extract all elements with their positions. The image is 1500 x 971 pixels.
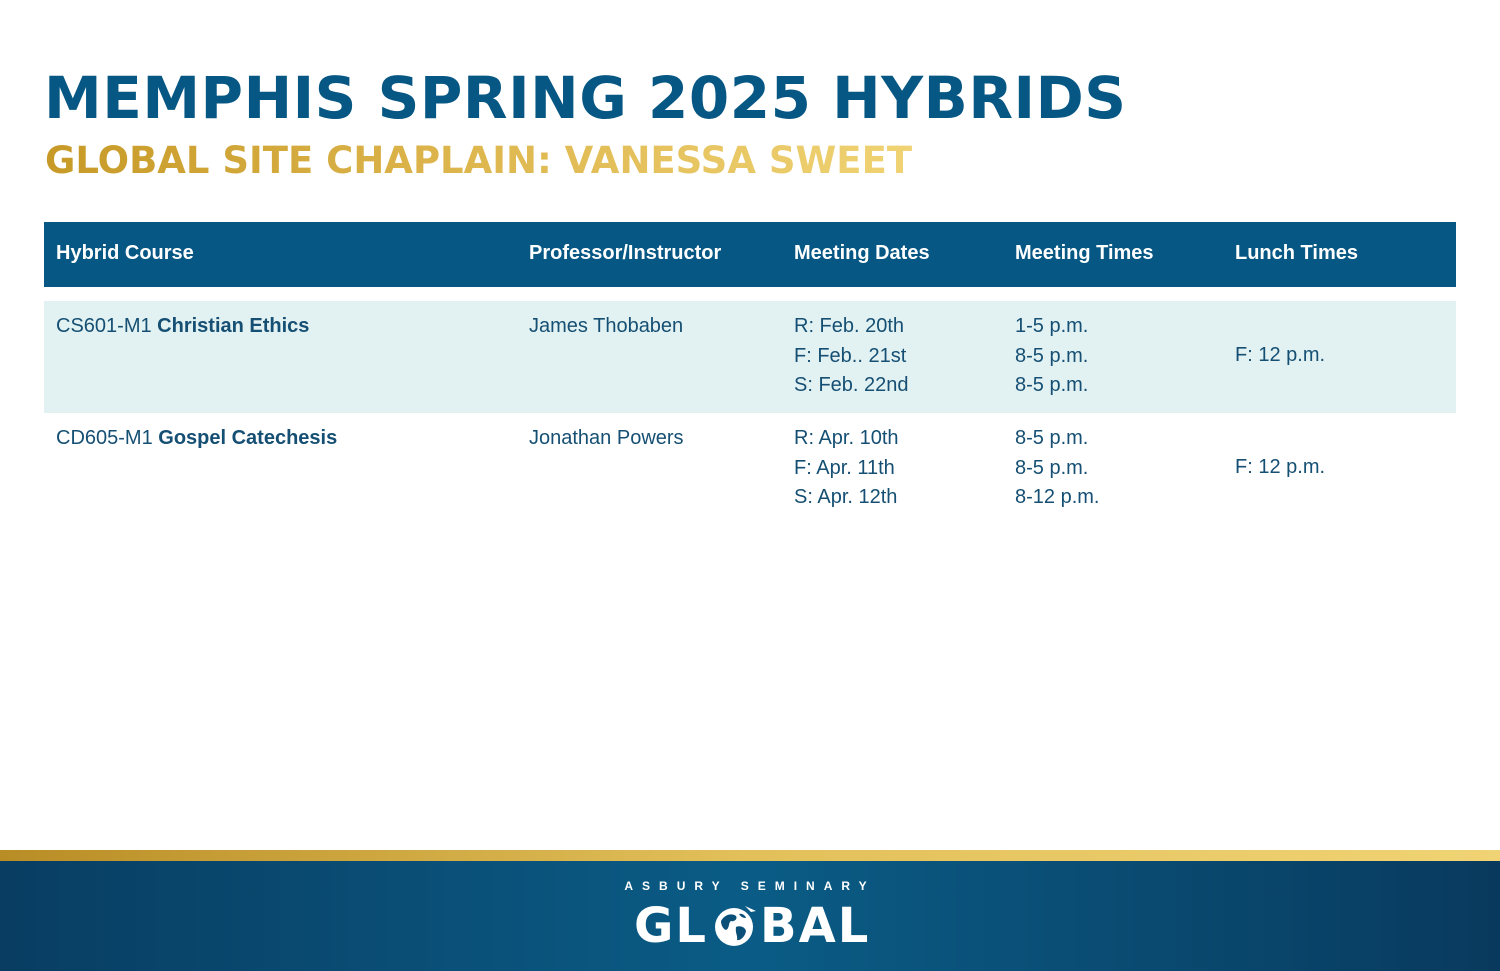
page-subtitle: GLOBAL SITE CHAPLAIN: VANESSA SWEET (45, 139, 913, 182)
meeting-times-cell (1015, 312, 1088, 401)
table-header (44, 222, 1456, 287)
column-header-professor: Professor/Instructor (529, 242, 722, 264)
meeting-times-cell (1015, 424, 1099, 513)
meeting-time: 8-5 p.m. (1015, 456, 1089, 479)
meeting-time: 8-5 p.m. (1015, 344, 1089, 367)
table-row (44, 413, 1456, 525)
meeting-dates-cell (794, 424, 899, 513)
professor-cell: James Thobaben (529, 315, 684, 337)
meeting-time: 1-5 p.m. (1015, 315, 1089, 337)
page-title: MEMPHIS SPRING 2025 HYBRIDS (44, 64, 1127, 132)
meeting-date: S: Apr. 12th (794, 486, 898, 508)
footer-gold-stripe (0, 850, 1500, 861)
logo-text-left: GL (634, 898, 708, 954)
column-header-times: Meeting Times (1015, 242, 1154, 264)
course-name: Gospel Catechesis (158, 427, 338, 449)
footer (0, 861, 1500, 971)
course-cell (56, 312, 309, 342)
lunch-time-cell: F: 12 p.m. (1235, 344, 1326, 366)
professor-cell: Jonathan Powers (529, 427, 684, 449)
column-header-lunch: Lunch Times (1235, 242, 1358, 264)
lunch-time-cell: F: 12 p.m. (1235, 456, 1326, 478)
meeting-date: R: Apr. 10th (794, 427, 899, 449)
meeting-time: 8-5 p.m. (1015, 374, 1089, 396)
logo-text-right: BAL (759, 898, 871, 954)
course-name: Christian Ethics (157, 315, 310, 337)
meeting-date: S: Feb. 22nd (794, 374, 909, 396)
course-code: CD605-M1 (56, 427, 153, 449)
meeting-date: R: Feb. 20th (794, 315, 905, 337)
meeting-time: 8-5 p.m. (1015, 427, 1089, 449)
global-logo (634, 897, 870, 955)
meeting-date: F: Apr. 11th (794, 456, 895, 479)
course-code: CS601-M1 (56, 315, 152, 337)
meeting-date: F: Feb.. 21st (794, 344, 907, 367)
meeting-dates-cell (794, 312, 909, 401)
column-header-course: Hybrid Course (56, 242, 194, 264)
column-header-dates: Meeting Dates (794, 242, 930, 264)
meeting-time: 8-12 p.m. (1015, 486, 1100, 508)
table-row (44, 301, 1456, 413)
logo-seminary-text: ASBURY SEMINARY (624, 879, 876, 893)
course-cell (56, 424, 337, 454)
globe-icon (711, 903, 757, 949)
